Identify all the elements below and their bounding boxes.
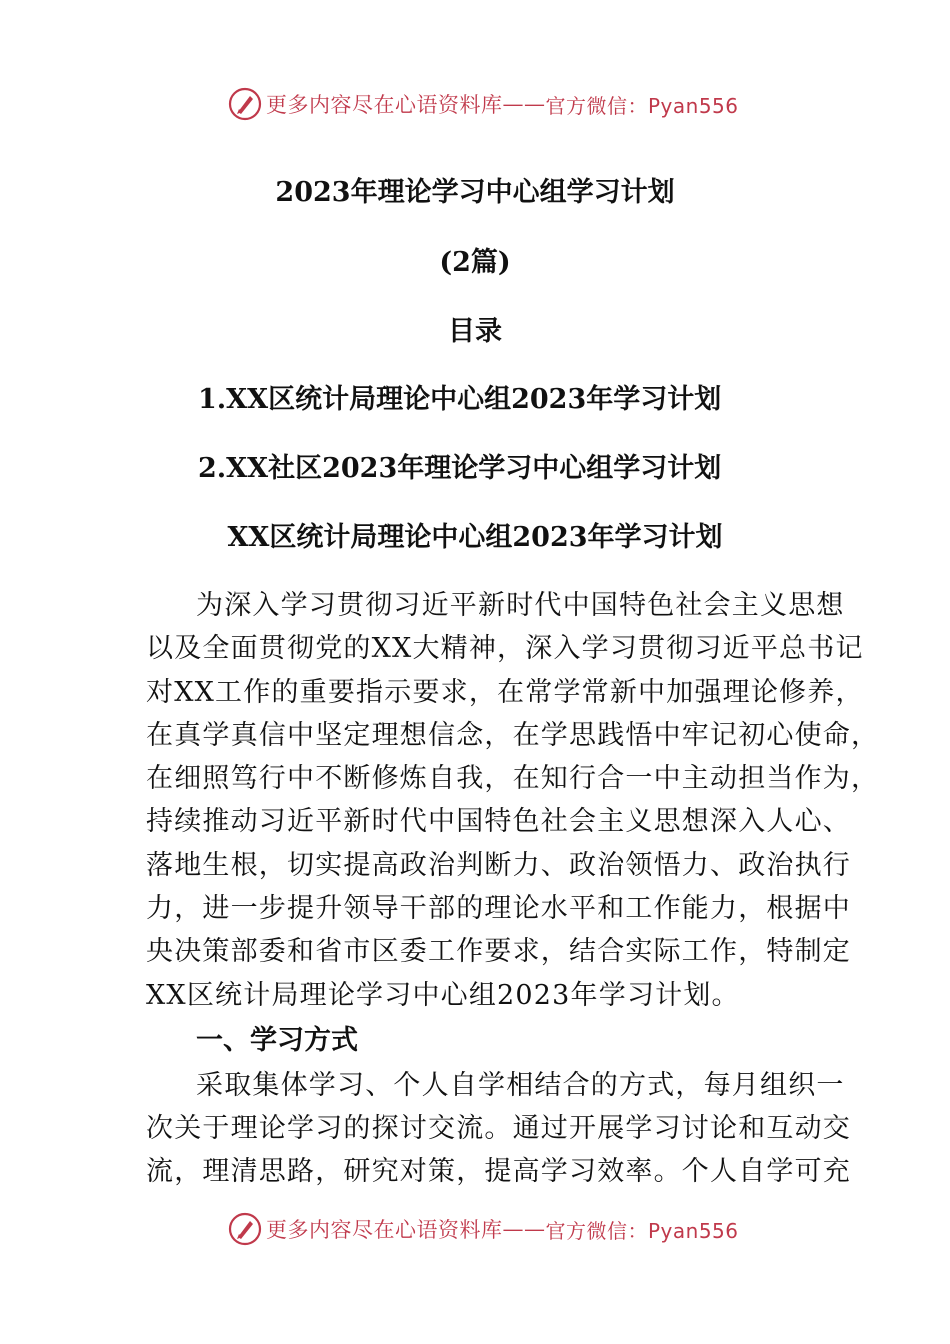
watermark-banner-bottom (228, 1209, 739, 1249)
document-subtitle: (2篇) (439, 247, 511, 278)
article-title: XX区统计局理论中心组2023年学习计划 (227, 522, 723, 553)
watermark-main-text: 更多内容尽在心语资料库 (266, 1218, 503, 1242)
paragraph-line: 次关于理论学习的探讨交流。通过开展学习讨论和互动交 (146, 1113, 851, 1144)
watermark-contact: 官方微信：Pyan556 (545, 1218, 739, 1243)
paragraph-line: 对XX工作的重要指示要求，在常学常新中加强理论修养， (146, 677, 864, 708)
paragraph-line: 落地生根，切实提高政治判断力、政治领悟力、政治执行 (146, 850, 851, 881)
paragraph-line: 在真学真信中坚定理想信念，在学思践悟中牢记初心使命， (146, 720, 880, 751)
pen-logo-icon (228, 87, 262, 121)
paragraph-line: 采取集体学习、个人自学相结合的方式，每月组织一 (196, 1070, 845, 1101)
toc-heading: 目录 (448, 316, 502, 347)
paragraph-line: 持续推动习近平新时代中国特色社会主义思想深入人心、 (146, 806, 851, 837)
pen-logo-icon (228, 1212, 262, 1246)
watermark-banner-top (228, 84, 739, 124)
watermark-dash: —— (502, 1217, 546, 1241)
watermark-dash: —— (502, 92, 546, 116)
paragraph-line: 以及全面贯彻党的XX大精神，深入学习贯彻习近平总书记 (146, 633, 864, 664)
paragraph-line: 央决策部委和省市区委工作要求，结合实际工作，特制定 (146, 936, 851, 967)
paragraph-line: 为深入学习贯彻习近平新时代中国特色社会主义思想 (196, 590, 845, 621)
paragraph-line: 在细照笃行中不断修炼自我，在知行合一中主动担当作为， (146, 763, 880, 794)
section-heading: 一、学习方式 (196, 1025, 358, 1056)
paragraph-line: 流，理清思路，研究对策，提高学习效率。个人自学可充 (146, 1156, 851, 1187)
toc-item: 1.XX区统计局理论中心组2023年学习计划 (198, 384, 722, 415)
paragraph-line: 力，进一步提升领导干部的理论水平和工作能力，根据中 (146, 893, 851, 924)
paragraph-line: XX区统计局理论学习中心组2023年学习计划。 (146, 980, 740, 1011)
watermark-contact: 官方微信：Pyan556 (545, 93, 739, 118)
toc-item: 2.XX社区2023年理论学习中心组学习计划 (198, 453, 722, 484)
watermark-main-text: 更多内容尽在心语资料库 (266, 93, 503, 117)
document-title: 2023年理论学习中心组学习计划 (275, 177, 675, 208)
